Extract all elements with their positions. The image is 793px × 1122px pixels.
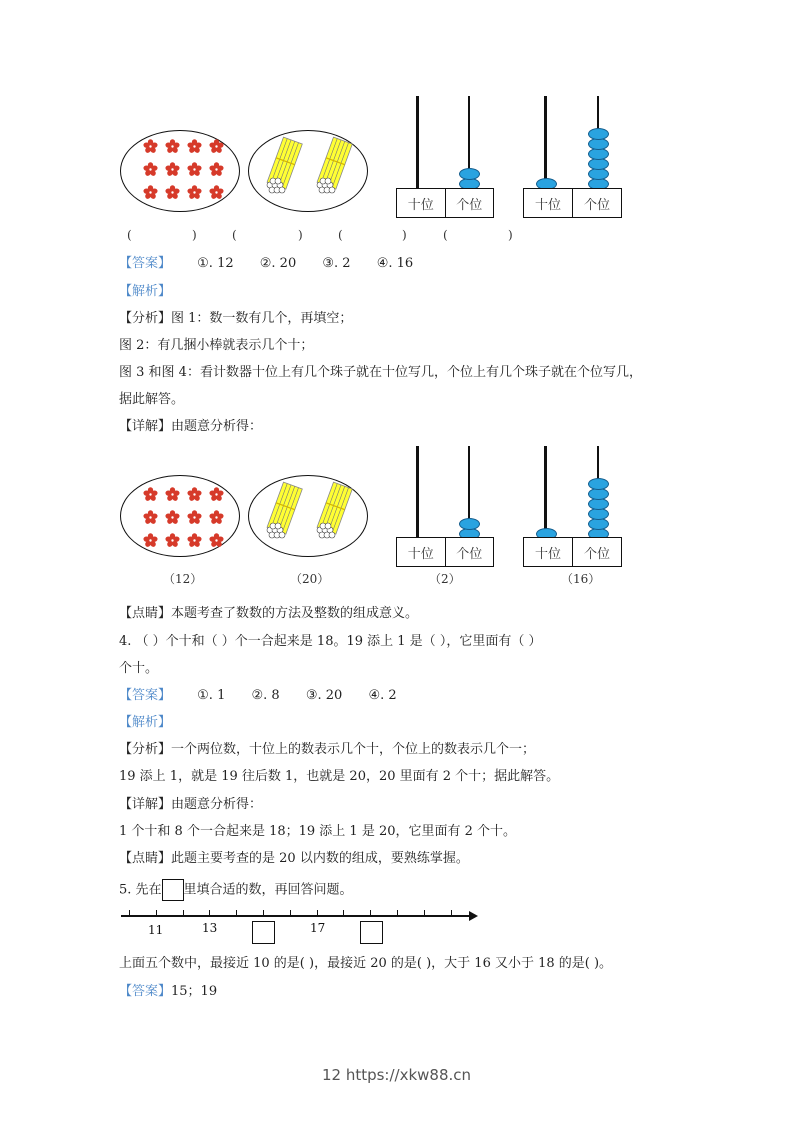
flower-icon [143, 185, 158, 200]
tip-tag: 【点睛】 [119, 851, 172, 866]
q4-detail-line [119, 796, 262, 814]
flower-icon [143, 510, 158, 525]
page-number: 12 [321, 1066, 342, 1084]
number-line-tick [424, 910, 425, 916]
q4-answer-line [119, 687, 397, 705]
number-line-label: 17 [310, 921, 326, 935]
stick-bundle-icon [312, 135, 357, 199]
q4-analysis-line: 19 添上 1，就是 19 往后数 1，也就是 20，20 里面有 2 个十；据此解答。 [119, 769, 560, 784]
answer-item: ④. 16 [376, 256, 414, 271]
flower-icon [165, 139, 180, 154]
q4-detail-line: 1 个十和 8 个一合起来是 18；19 添上 1 是 20，它里面有 2 个十。 [119, 824, 517, 839]
bead-icon [459, 518, 480, 530]
solved-caption: （2） [429, 572, 461, 586]
number-line-tick [183, 910, 184, 916]
number-line-tick [263, 910, 264, 916]
ones-label: 个位 [445, 538, 494, 566]
ones-label: 个位 [572, 538, 621, 566]
analysis-tag: 【分析】 [119, 311, 172, 326]
q3-answer-line [119, 255, 413, 273]
number-line-tick [129, 910, 130, 916]
number-line-answer-box[interactable] [252, 921, 275, 944]
q3-analysis-line [119, 310, 352, 328]
analysis-tag: 【分析】 [119, 742, 172, 757]
q4-question-line: 个十。 [119, 661, 159, 676]
number-line-tick [236, 910, 237, 916]
flower-icon [143, 487, 158, 502]
abacus-rod-tens [544, 446, 547, 538]
number-line-tick [317, 910, 318, 916]
footer-url: https://xkw88.cn [345, 1066, 472, 1084]
flower-icon [165, 185, 180, 200]
tens-label: 十位 [534, 546, 561, 562]
bead-icon [588, 128, 609, 140]
q4-question-line: 4. （ ）个十和（ ）个一合起来是 18。19 添上 1 是（ ），它里面有（ ） [119, 634, 542, 649]
q4-tip-line [119, 850, 469, 868]
solved-caption: （12） [163, 572, 203, 586]
abacus-rod-tens [416, 96, 419, 188]
blank-paren: ( [338, 228, 343, 242]
detail-text: 由题意分析得： [171, 419, 263, 434]
stick-bundle-icon [262, 135, 307, 199]
arrow-right-icon [469, 911, 478, 921]
q5-prefix: 5. 先在 [119, 882, 162, 898]
q3-detail-line [119, 418, 262, 436]
flower-icon [187, 185, 202, 200]
number-line-tick [290, 910, 291, 916]
solved-caption: （16） [561, 572, 601, 586]
q5-suffix: 里填合适的数，再回答问题。 [183, 882, 353, 898]
q3-analysis-line: 图 2：有几捆小棒就表示几个十； [119, 338, 314, 353]
bead-icon [459, 168, 480, 180]
answer-item: ③. 20 [305, 688, 343, 703]
flower-icon [187, 533, 202, 548]
number-line-label: 13 [202, 921, 218, 935]
blank-paren: ( [232, 228, 237, 242]
answer-item: ①. 12 [197, 256, 234, 271]
stick-bundle-icon [262, 480, 307, 544]
number-line-tick [209, 910, 210, 916]
flower-icon [165, 487, 180, 502]
answer-item: ①. 1 [197, 688, 226, 703]
abacus-base [396, 537, 494, 567]
abacus-base [523, 188, 622, 218]
analysis-text: 一个两位数，十位上的数表示几个十，个位上的数表示几个一； [171, 742, 536, 757]
number-line-tick [370, 910, 371, 916]
analysis-text: 图 1：数一数有几个，再填空； [171, 311, 353, 326]
answer-box[interactable] [162, 879, 184, 901]
blank-paren: ) [508, 228, 513, 242]
flower-icon [209, 139, 224, 154]
bead-icon [588, 478, 609, 490]
answer-tag: 【答案】 [119, 256, 172, 271]
analysis-tag: 【解析】 [119, 284, 172, 299]
q4-analysis-line [119, 741, 535, 759]
flower-icon [209, 533, 224, 548]
tens-label: 十位 [407, 546, 434, 562]
tens-label: 十位 [534, 197, 561, 213]
page-footer [0, 1066, 793, 1084]
analysis-tag: 【解析】 [119, 715, 172, 730]
flower-icon [143, 162, 158, 177]
number-line-answer-box[interactable] [360, 921, 383, 944]
solved-caption: （20） [290, 572, 330, 586]
tens-label: 十位 [407, 197, 434, 213]
q5-answer-line [119, 983, 217, 1001]
q5-question-line [119, 879, 353, 902]
abacus-base [396, 188, 494, 218]
number-line-tick [451, 910, 452, 916]
blank-paren: ) [192, 228, 197, 242]
number-line-tick [156, 910, 157, 916]
flower-icon [209, 487, 224, 502]
answer-item: ②. 20 [259, 256, 297, 271]
detail-tag: 【详解】 [119, 419, 172, 434]
answer-tag: 【答案】 [119, 984, 172, 999]
blank-paren: ( [443, 228, 448, 242]
q3-analysis-line: 图 3 和图 4：看计数器十位上有几个珠子就在十位写几，个位上有几个珠子就在个位写几， [119, 365, 642, 380]
flower-icon [187, 510, 202, 525]
flower-icon [209, 510, 224, 525]
tip-text: 本题考查了数数的方法及整数的组成意义。 [171, 606, 419, 621]
ones-label: 个位 [572, 189, 621, 217]
ones-label: 个位 [445, 189, 494, 217]
answer-tag: 【答案】 [119, 688, 172, 703]
abacus-base [523, 537, 622, 567]
flower-icon [187, 139, 202, 154]
answer-text: 15；19 [171, 984, 218, 999]
flower-icon [143, 533, 158, 548]
number-line-tick [397, 910, 398, 916]
flower-icon [143, 139, 158, 154]
number-line-axis [121, 915, 471, 917]
q5-subquestion-line: 上面五个数中，最接近 10 的是( )，最接近 20 的是( )，大于 16 又小于 18 的是( )。 [119, 956, 613, 971]
detail-tag: 【详解】 [119, 797, 172, 812]
flower-icon [209, 185, 224, 200]
flower-icon [165, 510, 180, 525]
tip-text: 此题主要考查的是 20 以内数的组成，要熟练掌握。 [171, 851, 469, 866]
blank-paren: ) [402, 228, 407, 242]
q3-analysis-heading [119, 283, 171, 301]
detail-text: 由题意分析得： [171, 797, 263, 812]
number-line-label: 11 [148, 923, 164, 937]
abacus-rod-tens [416, 446, 419, 538]
answer-item: ③. 2 [322, 256, 351, 271]
blank-paren: ) [298, 228, 303, 242]
number-line-tick [343, 910, 344, 916]
flower-icon [165, 162, 180, 177]
flower-icon [187, 162, 202, 177]
flower-icon [165, 533, 180, 548]
answer-item: ④. 2 [368, 688, 397, 703]
flower-icon [187, 487, 202, 502]
q3-tip-line [119, 605, 418, 623]
flower-icon [209, 162, 224, 177]
q4-analysis-heading [119, 714, 171, 732]
abacus-rod-tens [544, 96, 547, 188]
tip-tag: 【点睛】 [119, 606, 172, 621]
q3-analysis-line: 据此解答。 [119, 392, 185, 407]
stick-bundle-icon [312, 480, 357, 544]
answer-item: ②. 8 [251, 688, 280, 703]
blank-paren: ( [127, 228, 132, 242]
